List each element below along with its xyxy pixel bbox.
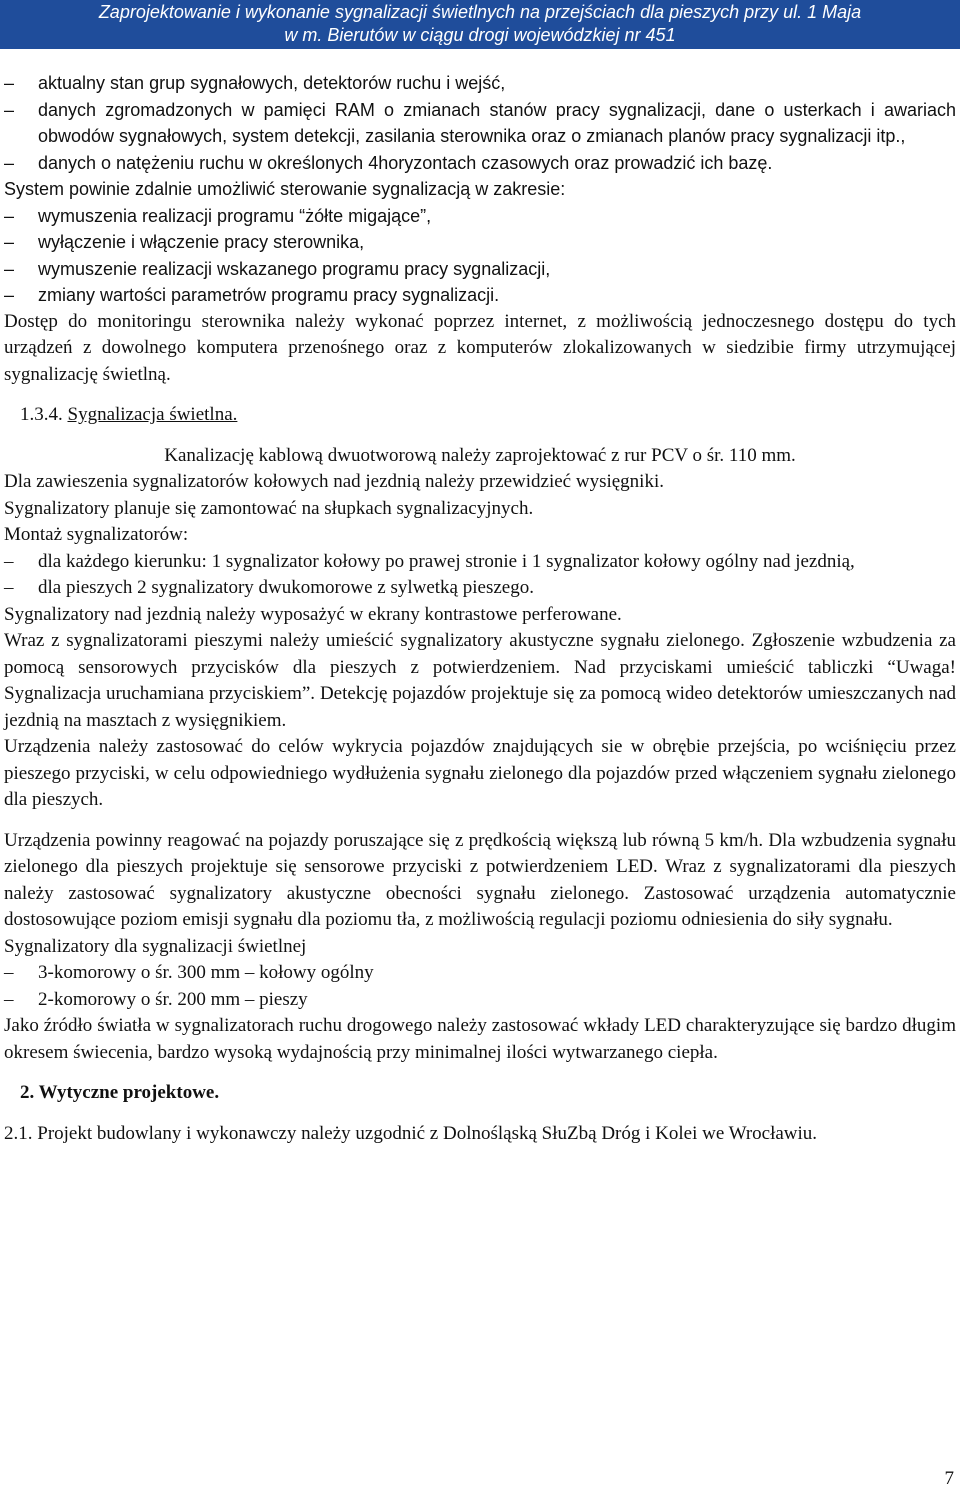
paragraph-led: Jako źródło światła w sygnalizatorach ruchu drogowego należy zastosować wkłady LED charakteryzujące się bardzo długim okresem świecenia, bardzo wysoką wydajnością przy minimalnej ilości wytwarzanego ciepła. (4, 1015, 956, 1063)
paragraph-akustyczne: Wraz z sygnalizatorami pieszymi należy umieścić sygnalizatory akustyczne sygnału zielonego. Zgłoszenie wzbudzenia za pomocą sensorowych przycisków dla pieszych z potwierdzeniem. Nad przyciskami umieścić tabliczki “Uwaga! Sygnalizacja uruchamiana przyciskiem”. Detekcję pojazdów projektuje się za pomocą wideo detektorów umieszczanych nad jezdnią na masztach z wysięgnikiem. (4, 630, 956, 731)
cable-line: Kanalizację kablową dwuotworową należy zaprojektować z rur PCV o śr. 110 mm. (164, 444, 796, 466)
access-paragraph: Dostęp do monitoringu sterownika należy wykonać poprzez internet, z możliwością jednoczesnego dostępu do tych urządzeń z dowolnego komputera przenośnego oraz z komputerów zlokalizowanych w siedzibie firmy utrzymującej sygnalizację świetlną. (4, 310, 956, 385)
section-heading-1-3-4 (4, 402, 956, 429)
section-number: 1.3.4. (20, 404, 63, 425)
paragraph-urzadzenia: Urządzenia należy zastosować do celów wykrycia pojazdów znajdujących sie w obrębie przejścia, po wciśnięciu przez pieszego przyciski, w celu odpowiedniego wydłużenia sygnału zielonego dla pojazdów przed włączeniem sygnału zielonego dla pieszych. (4, 736, 956, 810)
monitoring-list (4, 70, 956, 176)
remote-control-section (4, 176, 956, 309)
paragraph-wysiegniki: Dla zawieszenia sygnalizatorów kołowych nad jezdnią należy przewidzieć wysięgniki. (4, 471, 664, 492)
list-item: – wyłączenie i włączenie pracy sterownika, (4, 232, 365, 252)
list-item: – danych o natężeniu ruchu w określonych 4horyzontach czasowych oraz prowadzić ich bazę. (4, 152, 773, 173)
paragraph-ekrany: Sygnalizatory nad jezdnią należy wyposażyć w ekrany kontrastowe perferowane. (4, 603, 622, 625)
header-line-1: Zaprojektowanie i wykonanie sygnalizacji świetlnych na przejściach dla pieszych przy ul. 1 Maja (98, 2, 862, 22)
list-item: – wymuszenie realizacji wskazanego programu pracy sygnalizacji, (4, 258, 551, 279)
page-number: 7 (944, 1468, 954, 1489)
remote-intro: System powinie zdalnie umożliwić sterowanie sygnalizacją w zakresie: (4, 179, 566, 199)
paragraph-reagowac: Urządzenia powinny reagować na pojazdy poruszające się z prędkością większą lub równą 5 km/h. Dla wzbudzenia sygnału zielonego dla pieszych projektuje się sensorowe przyciski z potwierdzeniem LED. Wraz z sygnalizatorami dla pieszych należy zastosować sygnalizatory akustyczne obecności sygnału zielonego. Zastosować urządzenia automatycznie dostosowujące poziom emisji sygnału dla poziomu tła, z możliwością regulacji poziomu odniesienia do siły sygnału. (4, 829, 956, 930)
list-item: – dla każdego kierunku: 1 sygnalizator kołowy po prawej stronie i 1 sygnalizator kołowy ogólny nad jezdnią, (4, 550, 855, 572)
list-item: – zmiany wartości parametrów programu pracy sygnalizacji. (4, 285, 500, 305)
list-item: – dla pieszych 2 sygnalizatory dwukomorowe z sylwetką pieszego. (4, 577, 534, 598)
montaz-intro: Montaż sygnalizatorów: (4, 524, 189, 545)
list-item: – aktualny stan grup sygnałowych, detektorów ruchu i wejść, (4, 73, 506, 93)
signal-intro: Sygnalizatory dla sygnalizacji świetlnej (4, 935, 307, 957)
document-body (4, 70, 956, 1147)
paragraph-2-1: 2.1. Projekt budowlany i wykonawczy należy uzgodnić z Dolnośląską SłuZbą Dróg i Kolei we Wrocławiu. (4, 1122, 818, 1144)
header-line-2: w m. Bierutów w ciągu drogi wojewódzkiej nr 451 (284, 25, 676, 45)
document-header (0, 0, 960, 49)
list-item: – 3-komorowy o śr. 300 mm – kołowy ogólny (4, 962, 374, 983)
list-item: – 2-komorowy o śr. 200 mm – pieszy (4, 988, 308, 1010)
list-item: – wymuszenia realizacji programu “żółte migające”, (4, 205, 432, 226)
section-title: Sygnalizacja świetlna. (67, 404, 238, 425)
list-item: – danych zgromadzonych w pamięci RAM o zmianach stanów pracy sygnalizacji, dane o usterkach i awariach obwodów sygnałowych, system detekcji, zasilania sterownika oraz o zmianach planów pracy sygnalizacji itp., (4, 99, 956, 146)
section-heading-2: 2. Wytyczne projektowe. (20, 1082, 220, 1103)
paragraph-slupki: Sygnalizatory planuje się zamontować na słupkach sygnalizacyjnych. (4, 497, 534, 519)
